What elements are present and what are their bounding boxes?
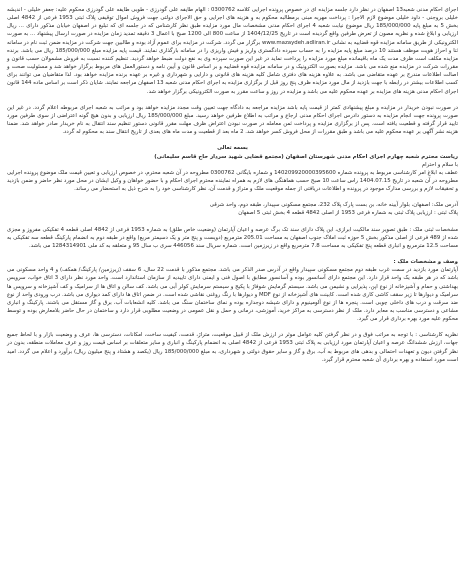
paragraph-gap <box>7 250 458 258</box>
paragraph-gap <box>7 323 458 331</box>
description-heading: وصف و مشخصات ملک : <box>393 259 458 266</box>
property-address: آدرس ملک: اصفهان، بلوار آیینه خانه، بن بست پارک پلاک 232، مجتمع مسکونی سپیدار، طبقه دوم، واحد شرقی <box>209 202 458 209</box>
intro-paragraph: عطف به ابلاغ امر کارشناسی مربوط به پرونده شماره 140209920000395600 و شماره بایگانی 0300762 مطروحه در آن شعبه محترم، در خصوص ارزیابی و تعیین قیمت ملک موضوع پرونده اجرایی مطروحه در آن شعبه در تاریخ 1404.07.15 راس ساعت 10 صبح حسب هماهنگی های لازم به همراه نماینده محترم اجرای احکام و با حضور خواهان و وکیل ایشان در محل مورد نظر حاضر و ضمن بازدید و تحقیقات لازم و بررسی مدارک موجود در پرونده و اطلاعات دریافتی از جمله موقعیت ملک و متراژ و قدمت آن، نظر کارشناسی خود را به شرح ذیل به استحضار می رساند. <box>7 169 458 193</box>
paragraph-gap <box>7 96 458 104</box>
heading-basmala: بسمه تعالی <box>217 145 248 152</box>
paragraph-gap <box>7 218 458 226</box>
final-opinion-paragraph: نظریه کارشناسی : با توجه به مراتب فوق و در نظر گرفتن کلیه عوامل موثر در ارزش ملک از قبیل موقعیت، متراژ، قدمت، کیفیت ساخت، امکانات، دسترسی ها، عرف و وضعیت بازار و با لحاظ جمیع جهات، ارزش ششدانگ عرصه و اعیان آپارتمان مورد ارزیابی به پلاک ثبتی 1953 فرعی از 4842 اصلی به انضمام پارکینگ و انباری و سایر متعلقات بر اساس قیمت روز و عرف معاملات منطقه، بدون در نظر گرفتن دیون و تعهدات احتمالی و بدهی های مربوط به آب، برق و گاز و سایر حقوق دولتی و شهرداری، به مبلغ 185/000/000 ریال (یکصد و هشتاد و پنج میلیون ریال) برآورد و اعلام می گردد. امید است مورد استفاده و بهره برداری آن شعبه محترم قرار گیرد. <box>7 332 458 363</box>
notice-top-paragraph: اجرای احکام مدنی شعبه13 اصفهان در نظر دارد جلسه مزایده ای در خصوص پرونده اجرایی کلاسه 0300762 : الهام طایفه علی گودرزی - طوبی طایفه علی گودرزی محکوم علیه: جعفر خلیلی - اندیشه خلیلی بروجنی - داود خلیلی موضوع لازم الاجرا : پرداخت مهریه مبنی برمطالبه محکوم به و هزینه های اجرایی و حق الاجرای دولتی جهت فروش اموال توقیفی پلاک ثبتی 1953 فرعی از 4842 اصلی بخش 5 به مبلغ پایه 185/000/000 ریال موضوع نیابت شعبه 4 اجرای احکام مدنی مشخصات مال مورد مزایده طبق نظر کارشناس که در جلسه ای که تبلیغ در اصفهان خیابان مذکور دارای ... ریال ارزیابی و ابلاغ شده و نظریه مصون از تعرض طرفین واقع گردیده است در تاریخ 1404/12/25 از ساعت 800 الی 1200 صبح با اعمال 3 دقیقه تمدید زمان مزایده در صورت ارسال پیشنهاد ... به صورت الکترونیکی از طریق سامانه مزایده قوه قضاییه به نشانی www.mazaydeh.adliran.ir برگزار می گردد. شرکت در مزایده برای عموم آزاد بوده و طالبین جهت شرکت در مزایده ضمن ثبت نام در سامانه ثنا و احراز هویت موظف هستند 10 درصد مبلغ پایه مزایده را به حساب سپرده دادگستری واریز و فیش واریزی را در سامانه بارگذاری نمایند. قیمت پایه مزایده مبلغ 185/000/000 ریال می باشد. برنده مزایده مکلف است ظرف مدت یک ماه باقیمانده مبلغ مورد مزایده را پرداخت نماید در غیر این صورت سپرده وی به نفع دولت ضبط خواهد گردید. تنظیم کننده نسبت به فروش مشمولان حسب قانون و مقررات شرکت در مزایده منع شده می باشد. مزایده بصورت الکترونیک و در سامانه مزایده قوه قضاییه و بر اساس قانون و آیین نامه و دستورالعمل های مربوط برگزار خواهد شد و مسئولیت صحت و اصالت اطلاعات مندرج بر عهده متقاضی می باشد. به علاوه هزینه های دفتری شامل کلیه هزینه های قانونی و دارایی و شهرداری و غیره بر عهده برنده مزایده خواهد بود. لذا متقاضیان می توانند برای کسب اطلاعات بیشتر در رابطه با جهت بازدید از مال مورد مزایده ظرف پنج روز قبل از برگزاری مزایده به اجرای احکام مدنی شعبه 13 اصفهان مراجعه نمایند. شایان ذکر است بر اساس ماده 144 قانون اجرای احکام مدنی هزینه های مزایده بر عهده محکوم علیه می باشد و مزایده در روز و ساعت مقرر به صورت الکترونیکی برگزار خواهد شد. <box>7 7 459 95</box>
heading-addressee: ریاست محترم شعبه چهارم اجرای احکام مدنی شهرستان اصفهان (مجتمع قضایی شهید سردار حاج قاسم سلیمانی) <box>154 153 458 160</box>
description-paragraph: آپارتمان مورد بازدید در سمت غرب طبقه دوم مجتمع مسکونی سپیدار واقع در آدرس صدر الذکر می باشد. مجتمع مذکور با قدمت 22 سال، 6 سقف (زیرزمین/ پارکینگ/ همکف) و 4 واحد مسکونی می باشد که در هر طبقه یک واحد قرار دارد. این مجتمع دارای آسانسور بوده و آسانسور مطابق با اصول فنی و ایمنی دارای تاییدیه از سازمان استاندارد است. واحد مورد نظر دارای 3 اتاق خواب، سرویس بهداشتی و حمام و آشپزخانه از نوع اپن، پذیرایی و نشیمن می باشد. سیستم گرمایش شوفاژ با پکیج و سیستم سرمایش کولر آبی می باشد. کف سالن و اتاق ها از سرامیک و کف آشپزخانه و سرویس ها سرامیک و دیوارها تا زیر سقف کاشی کاری شده است. کابینت های آشپزخانه از نوع MDF و دیوارها با رنگ روغنی نقاشی شده است. در ضمن اتاق ها دارای کمد دیواری می باشد. درب ورودی واحد از نوع ضد سرقت و درب های داخلی چوبی است. پنجره ها از نوع آلومینیوم و دارای شیشه دوجداره بوده و نمای ساختمان سنگ می باشد. کلیه انشعابات آب، برق و گاز مستقل می باشند. پارکینگ و انباری مشاعی و دسترسی مناسب به معابر دارد. ملک از نظر دسترسی به مراکز خرید، آموزشی، درمانی و حمل و نقل عمومی در وضعیت مطلوبی قرار دارد و ساختمان در حال حاضر بلامعارض بوده و توسط محکوم علیه مورد بهره برداری قرار می گیرد. <box>7 267 458 323</box>
notice-middle-paragraph: در صورت نبودن خریدار در مزایده و مبلغ پیشنهادی کمتر از قیمت پایه باشد مزایده مراجعه به دادگاه جهت تعیین وقت مجدد مزایده خواهد بود و مراتب به شعبه اجرای مربوطه اعلام گردد. در غیر این صورت پرونده جهت انجام مزایده به دستور دادرس اجرای احکام مدنی ارجاع و مراتب به اطلاع طرفین خواهد رسید. مبلغ 185/000/000 ریال ارزیابی و بدون هیچ گونه اعتراضی از سوی طرفین مورد تایید قرار گرفته و قطعیت یافته است. پس از برگزاری مزایده و پرداخت ثمن معامله در صورت نبودن اعتراض ظرف مهلت مقرر قانونی دستور تنظیم سند انتقال به نام خریدار صادر خواهد شد. ضمنا هزینه نشر آگهی بر عهده محکوم علیه می باشد و طبق مقررات از محل فروش کسر خواهد شد. 2 ماه بعد از قطعیت و مدت ماه های بعدی از تاریخ انتقال سند به محکوم له گردد. <box>7 104 458 136</box>
paragraph-gap <box>7 136 458 144</box>
registration-specs: مشخصات ثبتی ملک : طبق تصویر سند مالکیت ابرازی، این پلاک دارای سند تک برگ عرصه و اعیان آپارتمان (وضعیت خاص طلق) به شماره 1953 فرعی از 4842 اصلی قطعه 4 تفکیکی مفروز و مجزی شده از 489 فرعی از اصلی مذکور بخش 5 حوزه ثبت املاک جنوب اصفهان به مساحت 205.01 مترمربع (دویست و پنج متر و یک دسیمتر مربع) واقع در طبقه دوم به انضمام پارکینگ قطعه سه تفکیکی به مساحت 12.5 مترمربع و انباری قطعه پنج تفکیکی به مساحت 7.8 مترمربع واقع در زیرزمین است. شماره سریال سند 446056 سری ب سال 95 و متعلقه به کد ملی 1284314901 می باشد. <box>7 226 458 249</box>
property-plate: پلاک ثبتی : ارزیابی پلاک ثبتی به شماره فرعی 1953 از اصلی 4842 قطعه 4 بخش ثبتی 5 اصفهان <box>238 210 458 217</box>
greeting-line: با سلام و احترام <box>421 161 458 168</box>
paragraph-gap <box>7 193 458 201</box>
